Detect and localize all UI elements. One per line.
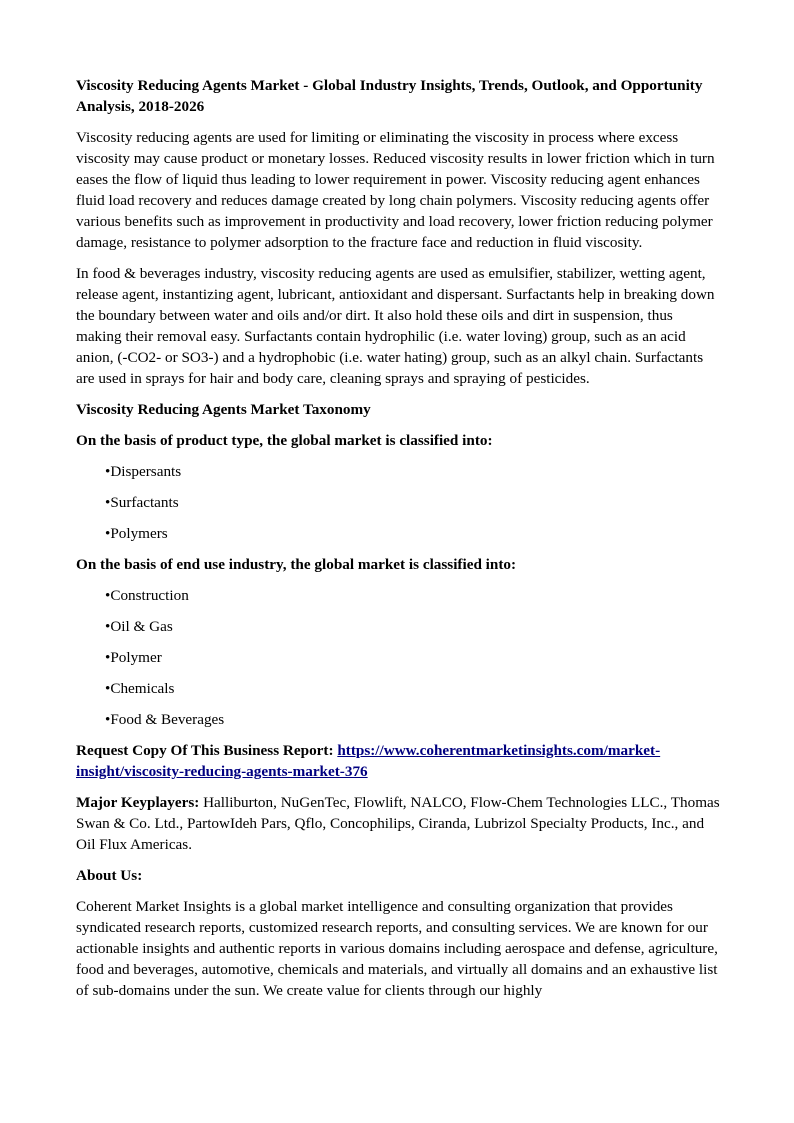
about-paragraph: Coherent Market Insights is a global market intelligence and consulting organization that provides syndicated research reports, customized research reports, and consulting services. We are known for our actionable insights and authentic reports in various domains including aerospace and defense, agriculture, food and beverages, automotive, chemicals and materials, and virtually all domains and an exhaustive list of sub-domains under the sun. We create value for clients through our highly — [76, 898, 718, 999]
list-item: •Polymers — [105, 525, 168, 542]
keyplayers-paragraph — [76, 792, 721, 855]
document-title: Viscosity Reducing Agents Market - Global Industry Insights, Trends, Outlook, and Opportunity Analysis, 2018-2026 — [76, 77, 703, 115]
list-item: •Construction — [105, 587, 189, 604]
end-use-heading: On the basis of end use industry, the global market is classified into: — [76, 556, 517, 573]
list-item: •Chemicals — [105, 680, 175, 697]
list-item: •Oil & Gas — [105, 618, 173, 635]
request-copy-paragraph — [76, 740, 721, 782]
document-page — [76, 75, 721, 1011]
keyplayers-list: Halliburton, NuGenTec, Flowlift, NALCO, Flow-Chem Technologies LLC., Thomas Swan & Co. Ltd., PartowIdeh Pars, Qflo, Concophilips, Ciranda, Lubrizol Specialty Products, Inc., and Oil Flux Americas. — [76, 794, 720, 853]
list-item: •Dispersants — [105, 463, 182, 480]
list-item: •Surfactants — [105, 494, 179, 511]
food-beverages-paragraph: In food & beverages industry, viscosity reducing agents are used as emulsifier, stabilizer, wetting agent, release agent, instantizing agent, lubricant, antioxidant and dispersant. Surfactants help in breaking down the boundary between water and oils and/or dirt. It also hold these oils and dirt in suspension, thus making their removal easy. Surfactants contain hydrophilic (i.e. water loving) group, such as an acid anion, (-CO2- or SO3-) and a hydrophobic (i.e. water hating) group, such as an alkyl chain. Surfactants are used in sprays for hair and body care, cleaning sprays and spraying of pesticides. — [76, 265, 715, 387]
list-item: •Food & Beverages — [105, 711, 225, 728]
product-type-heading: On the basis of product type, the global market is classified into: — [76, 432, 493, 449]
keyplayers-label: Major Keyplayers: — [76, 794, 200, 811]
intro-paragraph: Viscosity reducing agents are used for limiting or eliminating the viscosity in process where excess viscosity may cause product or monetary losses. Reduced viscosity results in lower friction which in turn eases the flow of liquid thus leading to lower requirement in power. Viscosity reducing agent enhances fluid load recovery and reduces damage created by long chain polymers. Viscosity reducing agents offer various benefits such as improvement in productivity and load recovery, lower friction reducing polymer damage, resistance to polymer adsorption to the fracture face and reduction in fluid viscosity. — [76, 129, 715, 251]
request-copy-label: Request Copy Of This Business Report: — [76, 742, 334, 759]
taxonomy-heading: Viscosity Reducing Agents Market Taxonomy — [76, 401, 371, 418]
about-heading: About Us: — [76, 867, 143, 884]
report-link[interactable]: https://www.coherentmarketinsights.com/market-insight/viscosity-reducing-agents-market-376 — [76, 742, 661, 780]
list-item: •Polymer — [105, 649, 162, 666]
